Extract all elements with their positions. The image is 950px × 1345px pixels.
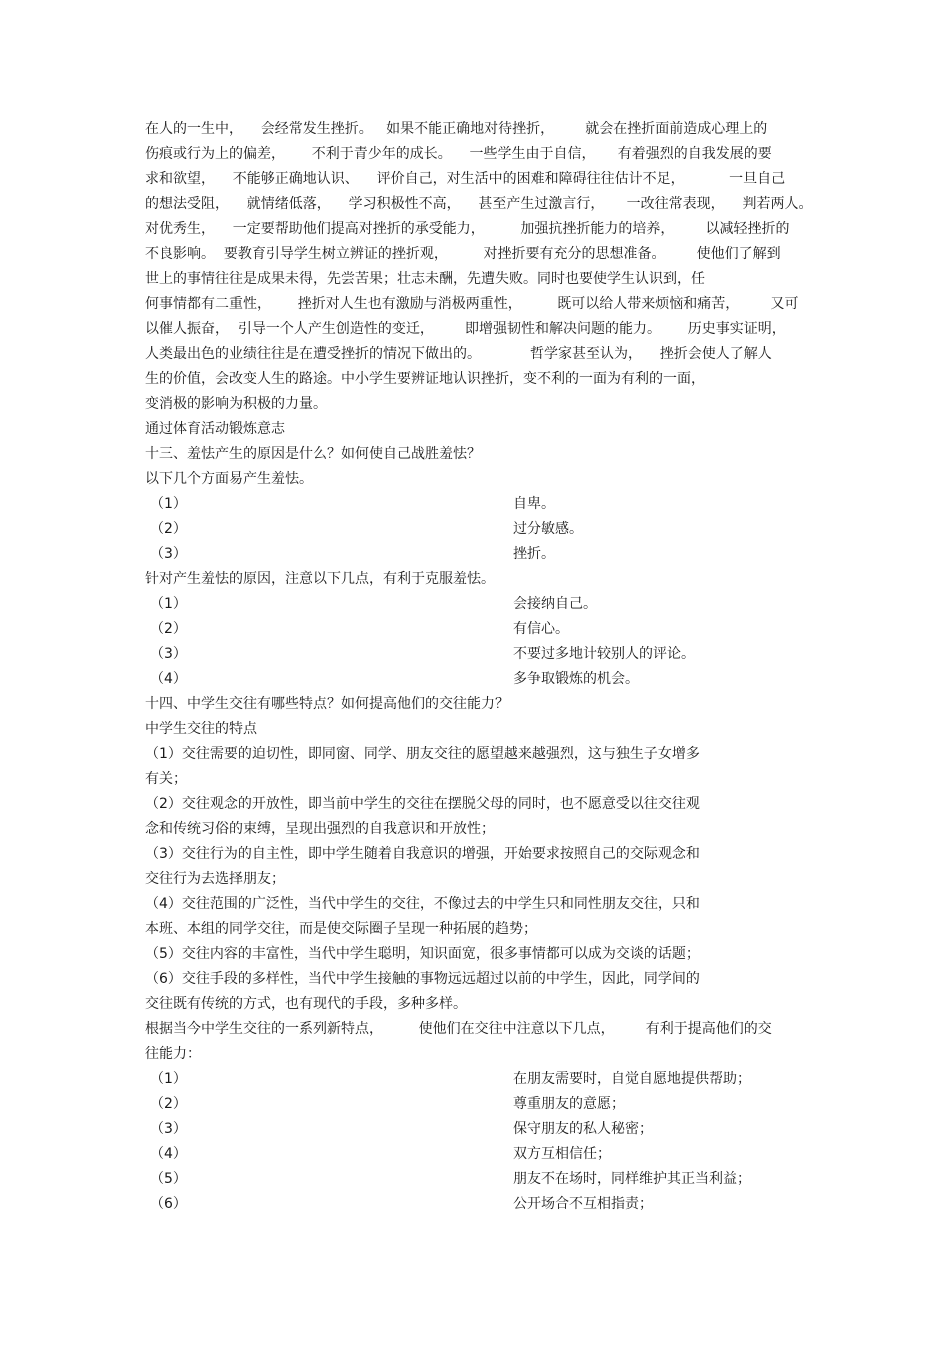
paragraph-line: 求和欲望， 不能够正确地认识、 评价自己，对生活中的困难和障碍往往估计不足， 一旦自己 <box>145 171 786 187</box>
paragraph-line: 世上的事情往往是成果未得，先尝苦果；壮志未酬，先遭失败。同时也要使学生认识到，任 <box>145 271 705 287</box>
list-item: 过分敏感。 <box>513 521 583 537</box>
section-13-intro-2: 针对产生羞怯的原因，注意以下几点，有利于克服羞怯。 <box>145 571 495 587</box>
feature-line: （3）交往行为的自主性，即中学生随着自我意识的增强，开始要求按照自己的交际观念和 <box>145 846 700 862</box>
feature-line: 念和传统习俗的束缚，呈现出强烈的自我意识和开放性； <box>145 821 495 837</box>
feature-line: 交往行为去选择朋友； <box>145 871 285 887</box>
paragraph-line: 人类最出色的业绩往往是在遭受挫折的情况下做出的。 哲学家甚至认为， 挫折会使人了解人 <box>145 346 772 362</box>
paragraph-line: 变消极的影响为积极的力量。 <box>145 396 327 412</box>
list-number: （3） <box>150 546 187 562</box>
paragraph-line: 对优秀生， 一定要帮助他们提高对挫折的承受能力， 加强抗挫折能力的培养， 以减轻挫折的 <box>145 221 790 237</box>
list-item: 多争取锻炼的机会。 <box>513 671 639 687</box>
list-item: 有信心。 <box>513 621 569 637</box>
list-number: （1） <box>150 1071 187 1087</box>
list-item: 双方互相信任； <box>513 1146 611 1162</box>
list-number: （2） <box>150 621 187 637</box>
list-item: 尊重朋友的意愿； <box>513 1096 625 1112</box>
list-item: 朋友不在场时，同样维护其正当利益； <box>513 1171 751 1187</box>
section-14-subtitle: 中学生交往的特点 <box>145 721 257 737</box>
list-number: （2） <box>150 521 187 537</box>
list-number: （5） <box>150 1171 187 1187</box>
feature-line: （6）交往手段的多样性，当代中学生接触的事物远远超过以前的中学生，因此，同学间的 <box>145 971 700 987</box>
feature-line: 本班、本组的同学交往，而是使交际圈子呈现一种拓展的趋势； <box>145 921 537 937</box>
feature-line: （1）交往需要的迫切性，即同窗、同学、朋友交往的愿望越来越强烈，这与独生子女增多 <box>145 746 700 762</box>
paragraph-line: 以催人振奋， 引导一个人产生创造性的变迁， 即增强韧性和解决问题的能力。 历史事实证明， <box>145 321 786 337</box>
paragraph-line: 不良影响。 要教育引导学生树立辨证的挫折观， 对挫折要有充分的思想准备。 使他们了解到 <box>145 246 781 262</box>
list-number: （2） <box>150 1096 187 1112</box>
paragraph-line: 在人的一生中， 会经常发生挫折。 如果不能正确地对待挫折， 就会在挫折面前造成心理上的 <box>145 121 768 137</box>
paragraph-line: 通过体育活动锻炼意志 <box>145 421 285 437</box>
feature-line: （4）交往范围的广泛性，当代中学生的交往，不像过去的中学生只和同性朋友交往，只和 <box>145 896 700 912</box>
list-number: （1） <box>150 596 187 612</box>
list-number: （4） <box>150 671 187 687</box>
list-item: 挫折。 <box>513 546 555 562</box>
list-number: （3） <box>150 646 187 662</box>
list-number: （1） <box>150 496 187 512</box>
section-14-heading: 十四、中学生交往有哪些特点？如何提高他们的交往能力？ <box>145 696 509 712</box>
section-14-intro: 根据当今中学生交往的一系列新特点， 使他们在交往中注意以下几点， 有利于提高他们的交 <box>145 1021 772 1037</box>
list-item: 自卑。 <box>513 496 555 512</box>
paragraph-line: 生的价值，会改变人生的路途。中小学生要辨证地认识挫折，变不利的一面为有利的一面， <box>145 371 705 387</box>
section-13-intro: 以下几个方面易产生羞怯。 <box>145 471 313 487</box>
feature-line: （5）交往内容的丰富性，当代中学生聪明，知识面宽，很多事情都可以成为交谈的话题； <box>145 946 700 962</box>
paragraph-line: 的想法受阻， 就情绪低落， 学习积极性不高， 甚至产生过激言行， 一改往常表现， 判若两人。 <box>145 196 813 212</box>
paragraph-line: 伤痕或行为上的偏差， 不利于青少年的成长。 一些学生由于自信， 有着强烈的自我发展的要 <box>145 146 772 162</box>
list-number: （3） <box>150 1121 187 1137</box>
list-number: （4） <box>150 1146 187 1162</box>
section-13-heading: 十三、羞怯产生的原因是什么？如何使自己战胜羞怯？ <box>145 446 481 462</box>
section-14-intro-cont: 往能力： <box>145 1046 201 1062</box>
list-number: （6） <box>150 1196 187 1212</box>
list-item: 公开场合不互相指责； <box>513 1196 653 1212</box>
list-item: 保守朋友的私人秘密； <box>513 1121 653 1137</box>
paragraph-line: 何事情都有二重性， 挫折对人生也有激励与消极两重性， 既可以给人带来烦恼和痛苦， 又可 <box>145 296 799 312</box>
list-item: 会接纳自己。 <box>513 596 597 612</box>
feature-line: 交往既有传统的方式，也有现代的手段，多种多样。 <box>145 996 467 1012</box>
feature-line: 有关； <box>145 771 187 787</box>
list-item: 不要过多地计较别人的评论。 <box>513 646 695 662</box>
feature-line: （2）交往观念的开放性，即当前中学生的交往在摆脱父母的同时，也不愿意受以往交往观 <box>145 796 700 812</box>
list-item: 在朋友需要时，自觉自愿地提供帮助； <box>513 1071 751 1087</box>
